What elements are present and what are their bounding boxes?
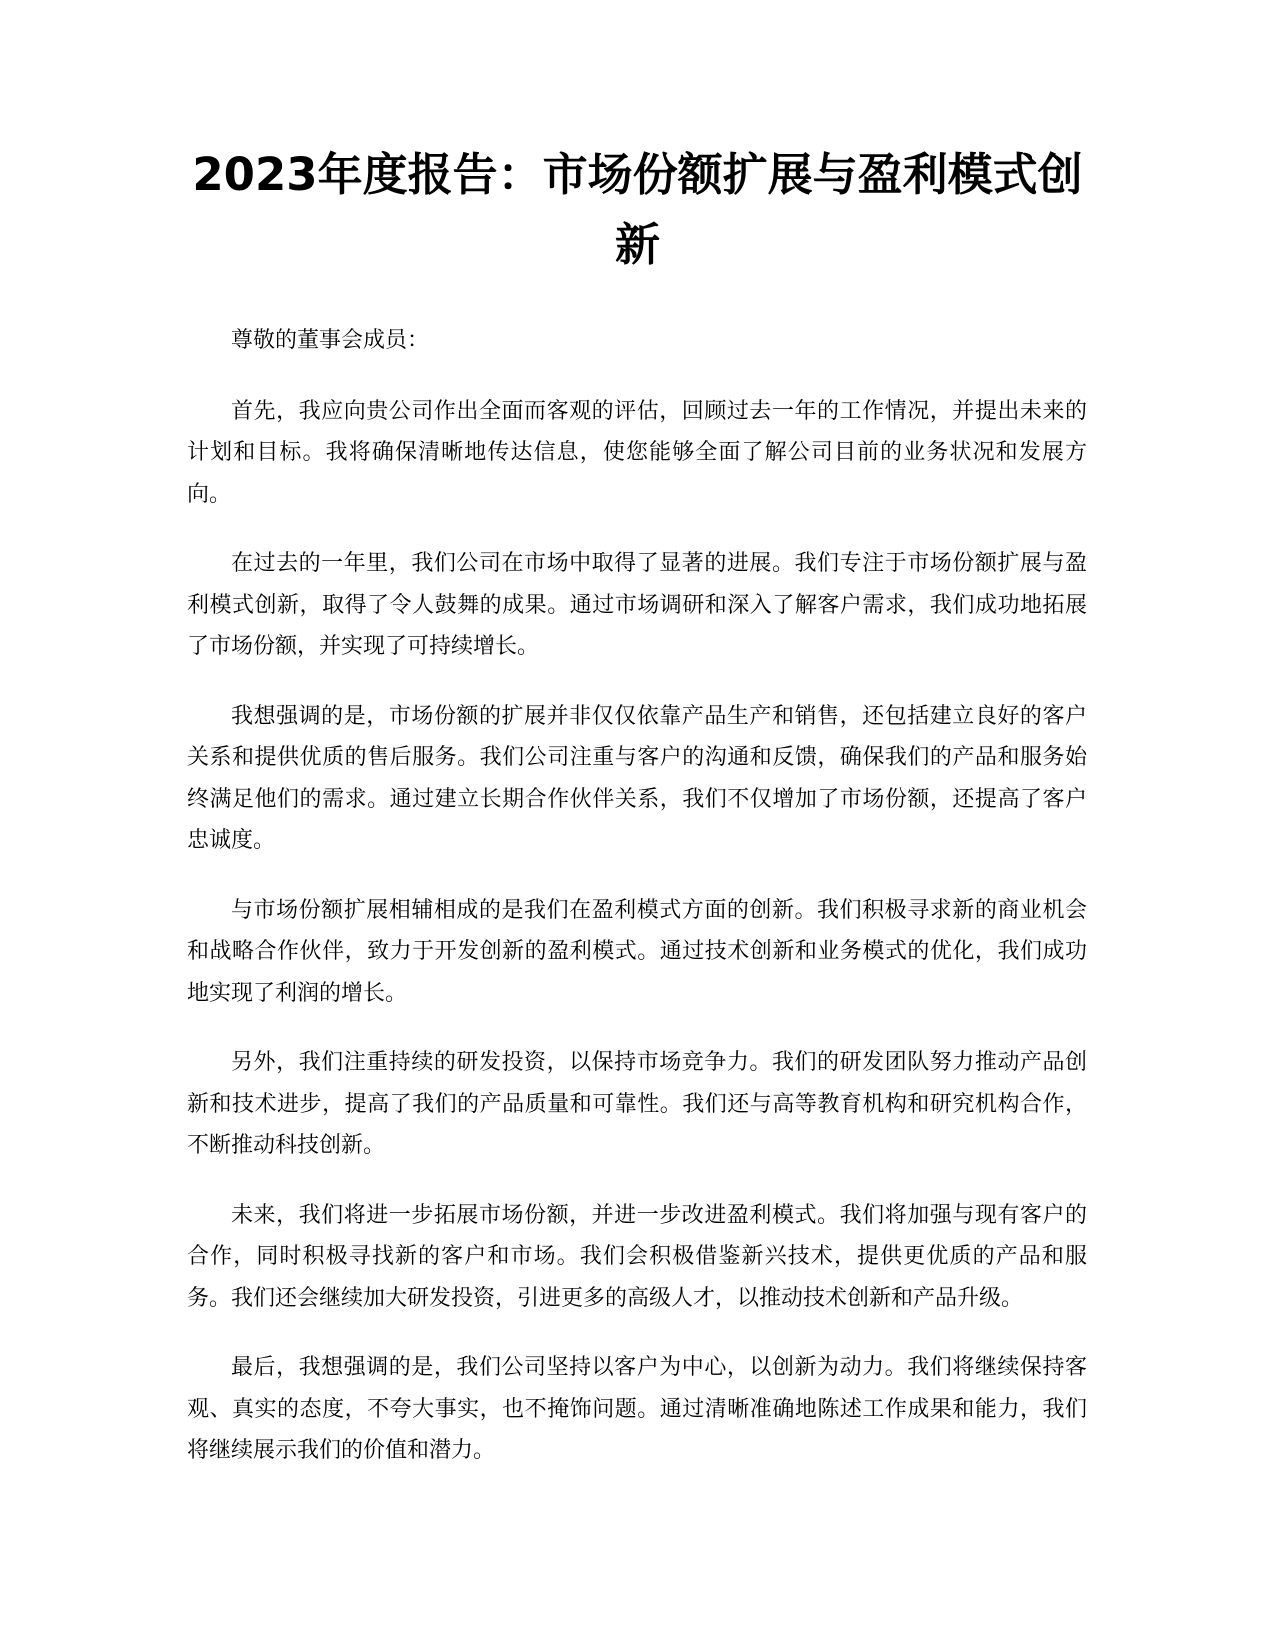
paragraph-5: 另外，我们注重持续的研发投资，以保持市场竞争力。我们的研发团队努力推动产品创新和技术进步，提高了我们的产品质量和可靠性。我们还与高等教育机构和研究机构合作，不断推动科技创新。 [187, 1050, 1087, 1158]
paragraph-6: 未来，我们将进一步拓展市场份额，并进一步改进盈利模式。我们将加强与现有客户的合作，同时积极寻找新的客户和市场。我们会积极借鉴新兴技术，提供更优质的产品和服务。我们还会继续加大研发投资，引进更多的高级人才，以推动技术创新和产品升级。 [187, 1202, 1087, 1311]
paragraph-4: 与市场份额扩展相辅相成的是我们在盈利模式方面的创新。我们积极寻求新的商业机会和战略合作伙伴，致力于开发创新的盈利模式。通过技术创新和业务模式的优化，我们成功地实现了利润的增长。 [187, 897, 1087, 1006]
salutation: 尊敬的董事会成员： [231, 328, 430, 353]
paragraph-7: 最后，我想强调的是，我们公司坚持以客户为中心，以创新为动力。我们将继续保持客观、真实的态度，不夸大事实，也不掩饰问题。通过清晰准确地陈述工作成果和能力，我们将继续展示我们的价值和潜力。 [187, 1355, 1087, 1463]
paragraph-2: 在过去的一年里，我们公司在市场中取得了显著的进展。我们专注于市场份额扩展与盈利模式创新，取得了令人鼓舞的成果。通过市场调研和深入了解客户需求，我们成功地拓展了市场份额，并实现了可持续增长。 [187, 551, 1087, 659]
paragraph-1: 首先，我应向贵公司作出全面而客观的评估，回顾过去一年的工作情况，并提出未来的计划和目标。我将确保清晰地传达信息，使您能够全面了解公司目前的业务状况和发展方向。 [187, 398, 1087, 507]
paragraph-3: 我想强调的是，市场份额的扩展并非仅仅依靠产品生产和销售，还包括建立良好的客户关系和提供优质的售后服务。我们公司注重与客户的沟通和反馈，确保我们的产品和服务始终满足他们的需求。通过建立长期合作伙伴关系，我们不仅增加了市场份额，还提高了客户忠诚度。 [187, 703, 1087, 853]
document-body [187, 320, 1087, 1500]
document-title: 2023年度报告：市场份额扩展与盈利模式创新 [192, 148, 1083, 271]
